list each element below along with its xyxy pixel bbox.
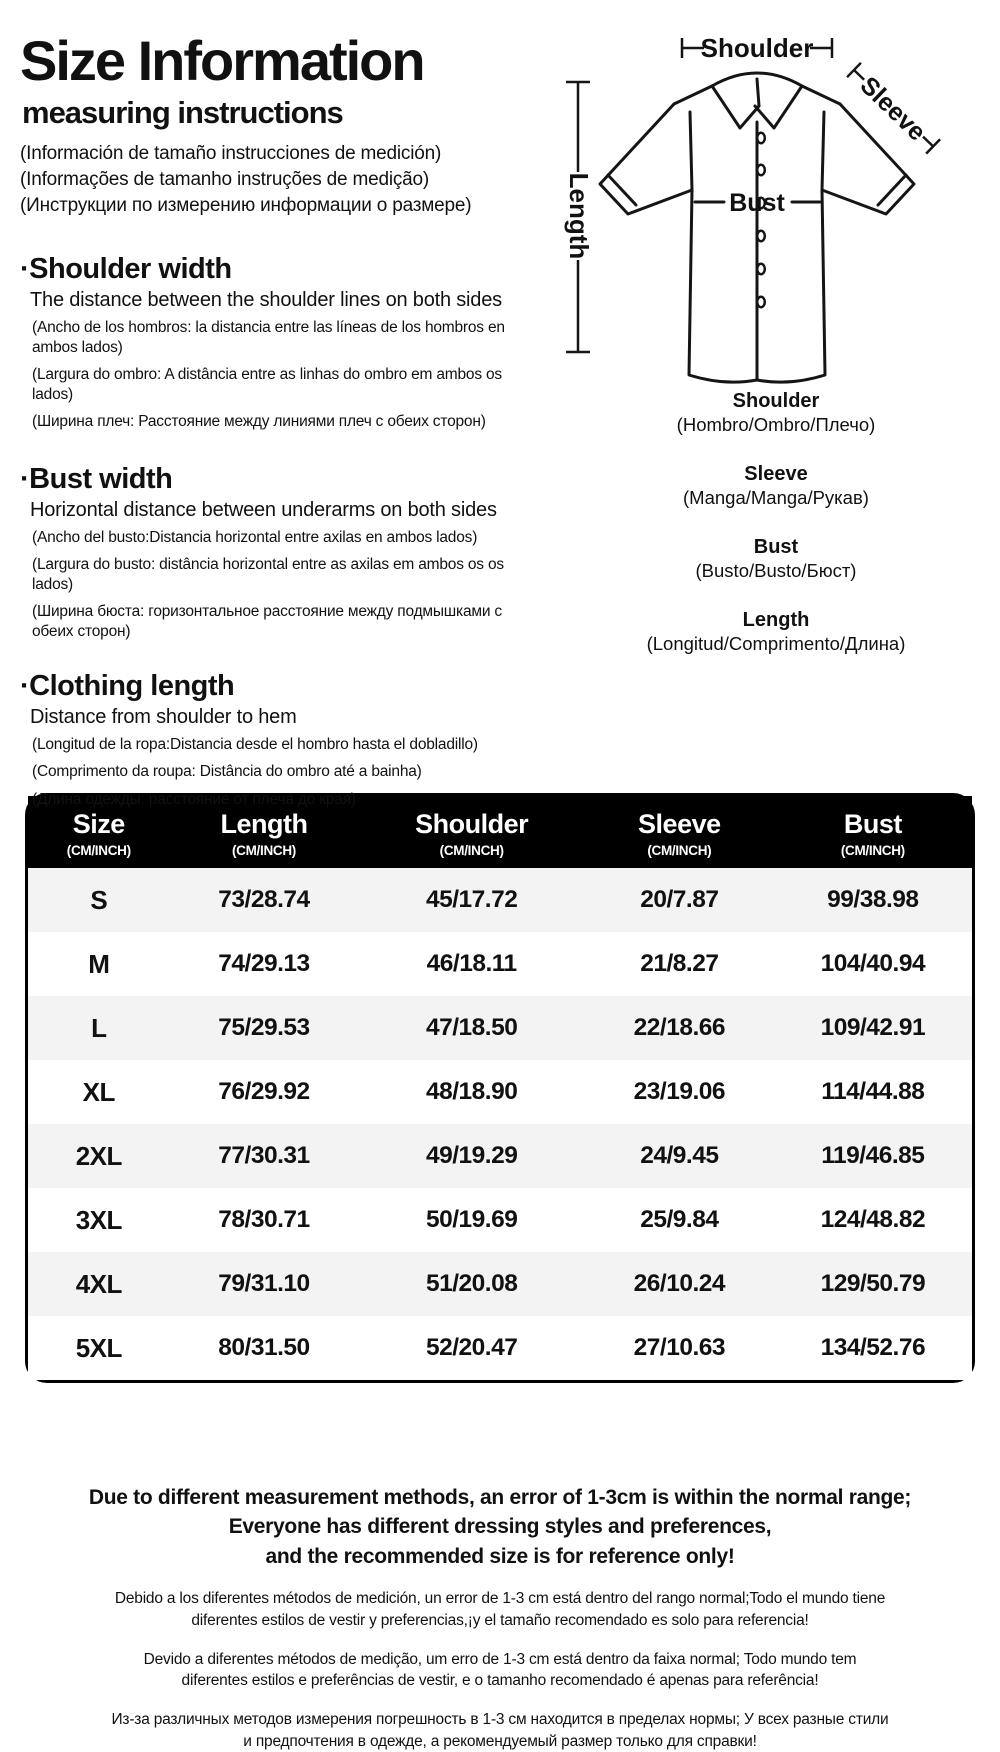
measurement-cell: 23/19.06 [633,1078,726,1105]
page-subtitle: measuring instructions [22,94,343,130]
clothing-length-section [20,670,552,809]
measurement-cell: 79/31.10 [218,1270,310,1297]
subtitle-translations [20,141,552,219]
column-header-shoulder: Shoulder (CM/INCH) [358,809,585,858]
measurement-cell: 26/10.24 [633,1270,726,1297]
measurement-cell: 51/20.08 [425,1270,518,1297]
legend-translations: (Manga/Manga/Рукав) [683,487,869,508]
notes-block [0,1483,1000,1752]
measurement-cell: 45/17.72 [425,886,518,913]
measurement-cell: 129/50.79 [820,1270,926,1297]
table-row [28,1188,972,1252]
unit-label: (CM/INCH) [66,843,131,858]
measurement-cell: 49/19.29 [425,1142,518,1169]
legend-translations: (Hombro/Ombro/Плечо) [676,414,876,435]
measurement-cell: 21/8.27 [640,950,719,977]
size-cell: M [88,948,110,979]
section-translations [32,735,552,809]
size-cell: 4XL [75,1268,122,1299]
size-cell: S [90,884,108,915]
translation-es: (Longitud de la ropa:Distancia desde el hombro hasta el dobladillo) [32,736,478,754]
section-description: Distance from shoulder to hem [30,706,297,729]
diagram-bust-label: Bust [729,189,785,217]
section-translations [32,528,552,643]
note-spanish: Debido a los diferentes métodos de medición, un error de 1-3 cm está dentro del rango normal;Todo el mundo tiene diferentes estilos de vestir y preferencias,¡y el tamaño recomendado es solo para referencia! [114,1590,886,1629]
diagram-length-label: Length [564,172,594,260]
legend-translations: (Busto/Busto/Бюст) [695,560,857,581]
measurement-cell: 25/9.84 [640,1206,719,1233]
unit-label: (CM/INCH) [231,843,297,858]
diagram-sleeve-label: Sleeve [854,71,932,147]
measurement-cell: 73/28.74 [218,886,310,913]
subtitle-translation-ru: (Инструкции по измерению информации о размере) [20,194,472,216]
table-row [28,1060,972,1124]
translation-pt: (Largura do ombro: A distância entre as linhas do ombro em ambos os lados) [32,366,502,404]
table-row [28,996,972,1060]
table-row [28,868,972,932]
column-header-sleeve: Sleeve (CM/INCH) [585,809,774,858]
measurement-cell: 78/30.71 [218,1206,310,1233]
unit-label: (CM/INCH) [840,843,905,858]
measurement-cell: 47/18.50 [425,1014,518,1041]
size-cell: 2XL [75,1140,122,1171]
note-russian: Из-за различных методов измерения погрешность в 1-3 см находится в пределах нормы; У всех разные стили и предпочтения в одежде, а рекомендуемый размер только для справки! [111,1710,889,1750]
measurement-cell: 76/29.92 [218,1078,310,1105]
unit-label: (CM/INCH) [439,843,504,858]
section-description: The distance between the shoulder lines on both sides [30,288,502,311]
measurement-cell: 27/10.63 [633,1334,726,1361]
measurement-cell: 99/38.98 [827,886,919,913]
measurement-cell: 75/29.53 [218,1014,310,1041]
note-portuguese: Devido a diferentes métodos de medição, um erro de 1-3 cm está dentro da faixa normal; Todo mundo tem diferentes estilos e preferências de vestir, e o tamanho recomendado é apenas para referência! [143,1650,857,1690]
section-description: Horizontal distance between underarms on both sides [30,498,497,521]
measurement-cell: 52/20.47 [425,1334,518,1361]
table-row [28,1124,972,1188]
subtitle-translation-es: (Información de tamaño instrucciones de medición) [20,142,442,164]
shoulder-width-section [20,253,552,433]
measurement-cell: 20/7.87 [640,886,719,913]
size-cell: 3XL [75,1204,122,1235]
measurement-cell: 104/40.94 [820,950,926,977]
measurement-cell: 80/31.50 [218,1334,310,1361]
translation-ru: (Длина одежды: расстояние от плеча до края) [32,790,356,808]
measurement-cell: 48/18.90 [425,1078,518,1105]
size-cell: L [91,1012,107,1043]
legend-term: Sleeve [744,463,808,485]
legend-term: Length [742,609,810,631]
unit-label: (CM/INCH) [647,843,712,858]
translation-ru: (Ширина бюста: горизонтальное расстояние между подмышками с обеих сторон) [32,602,502,641]
legend-shoulder [552,390,1000,436]
column-header-size: Size (CM/INCH) [28,809,170,858]
measurement-cell: 109/42.91 [820,1014,926,1041]
legend-term: Bust [753,536,799,558]
size-table-body [28,868,972,1380]
bust-width-section [20,463,552,643]
measurement-cell: 22/18.66 [633,1014,726,1041]
legend-bust [552,536,1000,582]
measurement-cell: 134/52.76 [820,1334,926,1361]
note-english: Due to different measurement methods, an error of 1-3cm is within the normal range; Everyone has different dressing styles and preferences, and the recommended size is for reference only! [88,1486,912,1568]
size-table [25,793,975,1383]
diagram-legend [552,390,1000,655]
instructions-column [0,0,552,808]
translation-es: (Ancho de los hombros: la distancia entre las líneas de los hombros en ambos lados) [32,318,505,356]
legend-sleeve [552,463,1000,509]
measurement-cell: 124/48.82 [820,1206,926,1233]
diagram-column [552,0,1000,765]
page-title: Size Information [20,29,424,92]
measurement-cell: 24/9.45 [640,1142,719,1169]
shirt-diagram [552,22,992,382]
translation-ru: (Ширина плеч: Расстояние между линиями плеч с обеих сторон) [32,413,486,431]
measurement-cell: 46/18.11 [426,950,517,977]
translation-pt: (Largura do busto: distância horizontal entre as axilas em ambos os os lados) [32,555,504,593]
section-heading: ·Clothing length [20,670,235,703]
translation-pt: (Comprimento da roupa: Distância do ombro até a bainha) [32,763,422,781]
diagram-shoulder-label: Shoulder [700,33,814,63]
legend-length [552,609,1000,655]
measurement-cell: 114/44.88 [821,1078,925,1105]
size-cell: 5XL [75,1332,122,1363]
size-cell: XL [82,1076,115,1107]
measurement-cell: 119/46.85 [821,1142,925,1169]
measurement-cell: 74/29.13 [218,950,310,977]
column-header-bust: Bust (CM/INCH) [774,809,972,858]
section-translations [32,318,552,433]
section-heading: ·Bust width [20,462,173,495]
legend-term: Shoulder [732,390,820,412]
section-heading: ·Shoulder width [20,252,232,285]
measurement-cell: 50/19.69 [425,1206,518,1233]
table-row [28,1316,972,1380]
subtitle-translation-pt: (Informações de tamanho instruções de medição) [20,168,430,190]
legend-translations: (Longitud/Comprimento/Длина) [646,633,906,654]
table-row [28,1252,972,1316]
translation-es: (Ancho del busto:Distancia horizontal entre axilas en ambos lados) [32,528,478,546]
column-header-length: Length (CM/INCH) [170,809,359,858]
measurement-cell: 77/30.31 [218,1142,310,1169]
table-row [28,932,972,996]
